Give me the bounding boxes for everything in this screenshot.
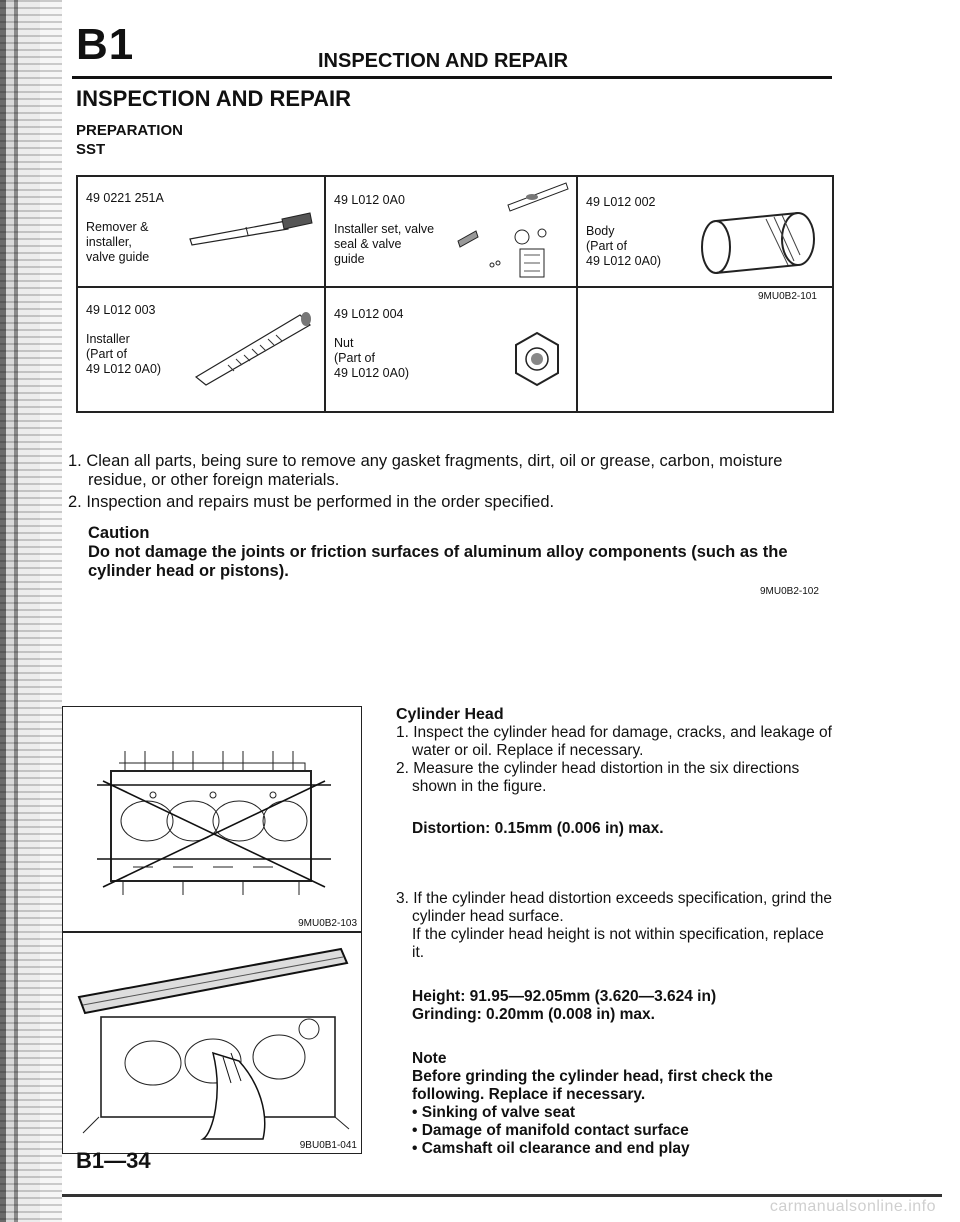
step-1: 1. Clean all parts, being sure to remove any gasket fragments, dirt, oil or grease, carbon, moisture residue, or other foreign materials. bbox=[68, 452, 783, 489]
cylinder-head-section bbox=[396, 706, 836, 1158]
note-bullet: • Camshaft oil clearance and end play bbox=[396, 1140, 836, 1158]
tool-part-number: 49 L012 002 bbox=[586, 195, 656, 209]
tool-part-number: 49 0221 251A bbox=[86, 191, 164, 205]
note-bullet: • Sinking of valve seat bbox=[396, 1104, 836, 1122]
tool-description: Remover & installer, valve guide bbox=[86, 220, 150, 264]
tool-description: Installer set, valve seal & valve guide bbox=[334, 222, 435, 266]
sst-cell-4 bbox=[86, 303, 161, 377]
section-code: B1 bbox=[76, 20, 135, 69]
scan-binding-edge bbox=[0, 0, 62, 1222]
figure-code: 9MU0B2-102 bbox=[760, 586, 819, 597]
preparation-heading bbox=[76, 121, 183, 159]
sst-cell-1 bbox=[86, 191, 164, 265]
caution-text: Do not damage the joints or friction surfaces of aluminum alloy components (such as the cylinder head or pistons). bbox=[88, 543, 788, 580]
figure-code: 9MU0B2-103 bbox=[298, 918, 357, 929]
note-label: Note bbox=[412, 1050, 447, 1067]
figure-code: 9BU0B1-041 bbox=[299, 1140, 357, 1151]
sst-cell-3 bbox=[586, 195, 661, 269]
cylinder-head-step-3: 3. If the cylinder head distortion exceeds specification, grind the cylinder head surface. bbox=[396, 890, 832, 925]
footer-rule bbox=[62, 1194, 942, 1197]
tool-part-number: 49 L012 0A0 bbox=[334, 193, 405, 207]
cylinder-head-step-2: 2. Measure the cylinder head distortion in the six directions shown in the figure. bbox=[396, 760, 800, 795]
straightedge-measurement-figure bbox=[62, 932, 362, 1154]
installer-illustration bbox=[188, 307, 318, 387]
valve-guide-remover-illustration bbox=[186, 199, 316, 249]
page-number: B1—34 bbox=[76, 1148, 151, 1173]
sst-cell-5 bbox=[334, 307, 409, 381]
header-rule bbox=[72, 76, 832, 79]
straightedge-illustration bbox=[63, 933, 359, 1141]
nut-illustration bbox=[512, 331, 562, 387]
tool-part-number: 49 L012 004 bbox=[334, 307, 404, 321]
installer-set-illustration bbox=[448, 179, 574, 285]
cylinder-head-title: Cylinder Head bbox=[396, 706, 504, 723]
preparation-label: PREPARATION bbox=[76, 122, 183, 139]
cylinder-head-illustration bbox=[63, 707, 359, 919]
cylinder-head-step-1: 1. Inspect the cylinder head for damage, cracks, and leakage of water or oil. Replace if necessary. bbox=[396, 724, 832, 759]
header-title: INSPECTION AND REPAIR bbox=[318, 50, 569, 72]
caution-label: Caution bbox=[88, 524, 150, 542]
tool-part-number: 49 L012 003 bbox=[86, 303, 156, 317]
tool-description: Installer (Part of 49 L012 0A0) bbox=[86, 332, 162, 376]
tool-description: Nut (Part of 49 L012 0A0) bbox=[334, 336, 410, 380]
note-text: Before grinding the cylinder head, first check the following. Replace if necessary. bbox=[412, 1068, 773, 1103]
sst-table bbox=[76, 175, 834, 413]
sst-label: SST bbox=[76, 141, 106, 158]
distortion-spec: Distortion: 0.15mm (0.006 in) max. bbox=[412, 820, 664, 837]
sst-cell-2 bbox=[334, 193, 434, 267]
general-steps bbox=[68, 452, 838, 512]
cylinder-head-distortion-figure bbox=[62, 706, 362, 932]
height-replace-text: If the cylinder head height is not within specification, replace it. bbox=[412, 926, 824, 961]
watermark-text: carmanualsonline.info bbox=[769, 1198, 936, 1215]
installer-body-illustration bbox=[694, 203, 824, 283]
grinding-spec: Grinding: 0.20mm (0.008 in) max. bbox=[412, 1006, 655, 1023]
figure-code: 9MU0B2-101 bbox=[758, 291, 817, 302]
height-spec: Height: 91.95—92.05mm (3.620—3.624 in) bbox=[412, 988, 717, 1005]
page-title: INSPECTION AND REPAIR bbox=[76, 86, 352, 111]
caution-block bbox=[88, 524, 838, 581]
step-2: 2. Inspection and repairs must be performed in the order specified. bbox=[68, 493, 555, 511]
note-bullet: • Damage of manifold contact surface bbox=[396, 1122, 836, 1140]
tool-description: Body (Part of 49 L012 0A0) bbox=[586, 224, 662, 268]
